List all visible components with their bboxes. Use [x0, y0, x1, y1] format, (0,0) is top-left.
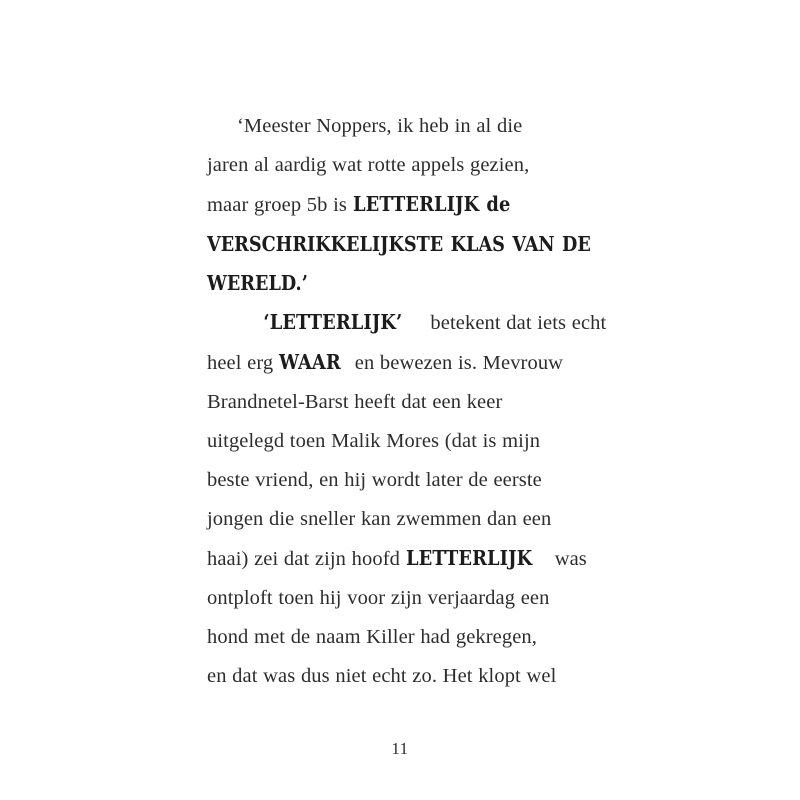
- text-line: [207, 657, 599, 696]
- page-number: 11: [391, 739, 409, 758]
- text-line: [207, 422, 599, 461]
- text-line: [207, 303, 607, 343]
- text-line: [207, 343, 599, 383]
- paragraph: [207, 107, 599, 303]
- body-text: Brandnetel-Barst heeft dat een keer: [207, 391, 503, 413]
- body-text: ontploft toen hij voor zijn verjaardag een: [207, 587, 550, 609]
- emphasis-display-text: WAAR: [278, 350, 341, 374]
- body-text: en bewezen is. Mevrouw: [349, 352, 564, 374]
- emphasis-display-text: LETTERLIJK: [405, 546, 532, 570]
- text-line: [207, 539, 599, 579]
- body-text: jongen die sneller kan zwemmen dan een: [207, 508, 552, 530]
- text-line: [207, 618, 599, 657]
- paragraph: [207, 303, 607, 696]
- page-text-block: [207, 107, 607, 696]
- body-text: was: [549, 548, 587, 570]
- text-line: [207, 185, 599, 225]
- text-line: [207, 383, 599, 422]
- text-line: [207, 146, 599, 185]
- body-text: heel erg: [207, 352, 279, 374]
- body-text: hond met de naam Killer had gekregen,: [207, 626, 537, 648]
- emphasis-display-text: ‘LETTERLIJK’: [263, 310, 403, 334]
- body-text: jaren al aardig wat rotte appels gezien,: [207, 154, 530, 176]
- body-text: maar groep 5b is: [207, 194, 353, 216]
- body-text: beste vriend, en hij wordt later de eerste: [207, 469, 542, 491]
- emphasis-display-text: VERSCHRIKKELIJKSTE KLAS VAN DE: [207, 232, 591, 256]
- body-text: en dat was dus niet echt zo. Het klopt wel: [207, 665, 557, 687]
- text-line: [207, 500, 599, 539]
- body-text: ‘Meester Noppers, ik heb in al die: [237, 115, 523, 137]
- text-line: [207, 461, 599, 500]
- text-line: [207, 107, 599, 146]
- text-line: [207, 225, 599, 264]
- body-text: haai) zei dat zijn hoofd: [207, 548, 406, 570]
- emphasis-display-text: WERELD.’: [207, 271, 308, 295]
- text-line: [207, 579, 599, 618]
- body-text: betekent dat iets echt: [424, 312, 607, 334]
- emphasis-display-text: LETTERLIJK de: [352, 192, 511, 216]
- text-line: [207, 264, 599, 303]
- body-text: uitgelegd toen Malik Mores (dat is mijn: [207, 430, 541, 452]
